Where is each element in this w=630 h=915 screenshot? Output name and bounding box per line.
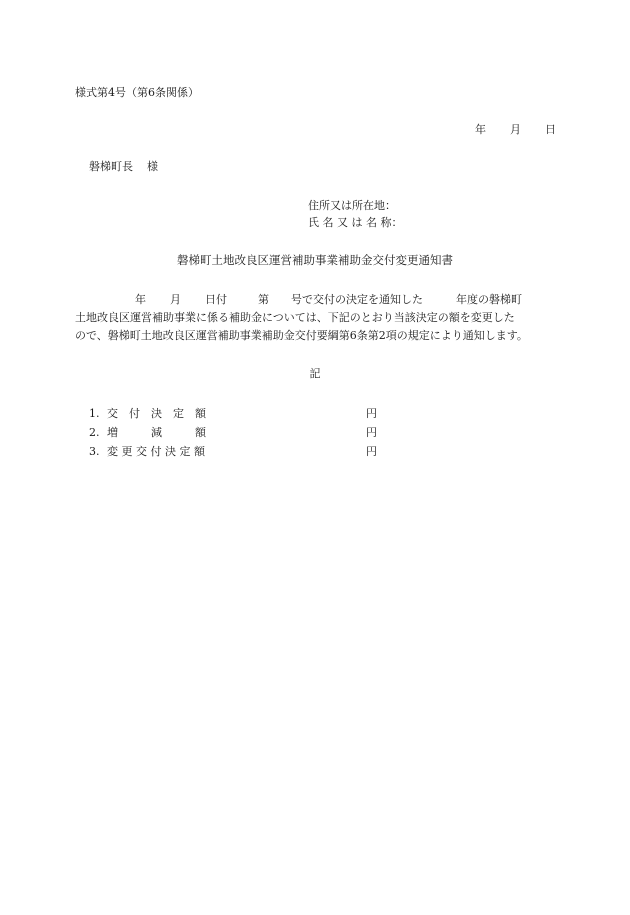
body-dai: 第 xyxy=(258,293,269,306)
sender-address-label: 住所又は所在地： xyxy=(308,199,396,212)
item-unit: 円 xyxy=(366,407,377,420)
body-month: 月 xyxy=(170,293,181,306)
body-paragraph xyxy=(75,291,555,345)
item-label: 交 付 決 定 額 xyxy=(107,407,206,420)
list-item xyxy=(89,404,389,423)
item-unit: 円 xyxy=(366,426,377,439)
body-fiscal-year: 年度の磐梯町 xyxy=(456,293,522,306)
item-label: 増 減 額 xyxy=(107,426,206,439)
list-item xyxy=(89,423,389,442)
item-unit: 円 xyxy=(366,445,377,458)
item-number: 2. xyxy=(89,426,100,439)
item-label: 変 更 交 付 決 定 額 xyxy=(107,445,205,458)
body-go-notified: 号で交付の決定を通知した xyxy=(291,293,423,306)
list-item xyxy=(89,442,389,461)
body-day-date: 日付 xyxy=(205,293,227,306)
addressee xyxy=(89,160,158,174)
form-number: 様式第4号（第6条関係） xyxy=(75,86,199,99)
date-month: 月 xyxy=(510,123,521,136)
item-number: 3. xyxy=(89,445,100,458)
sender-block xyxy=(308,197,402,231)
item-number: 1. xyxy=(89,407,100,420)
date-day: 日 xyxy=(545,123,556,136)
body-line-1 xyxy=(75,291,555,309)
amount-list xyxy=(89,404,389,461)
addressee-honorific: 様 xyxy=(147,160,158,173)
date-line xyxy=(475,123,556,137)
document-title: 磐梯町土地改良区運営補助事業補助金交付変更通知書 xyxy=(177,253,453,267)
date-year: 年 xyxy=(475,123,486,136)
body-line-2: 土地改良区運営補助事業に係る補助金については、下記のとおり当該決定の額を変更した xyxy=(75,311,515,324)
ki-heading: 記 xyxy=(309,367,321,380)
body-line-3: ので、磐梯町土地改良区運営補助事業補助金交付要綱第6条第2項の規定により通知します。 xyxy=(75,329,528,342)
body-year: 年 xyxy=(135,293,146,306)
addressee-name: 磐梯町長 xyxy=(89,160,133,173)
sender-name-label: 氏 名 又 は 名 称： xyxy=(308,216,403,229)
